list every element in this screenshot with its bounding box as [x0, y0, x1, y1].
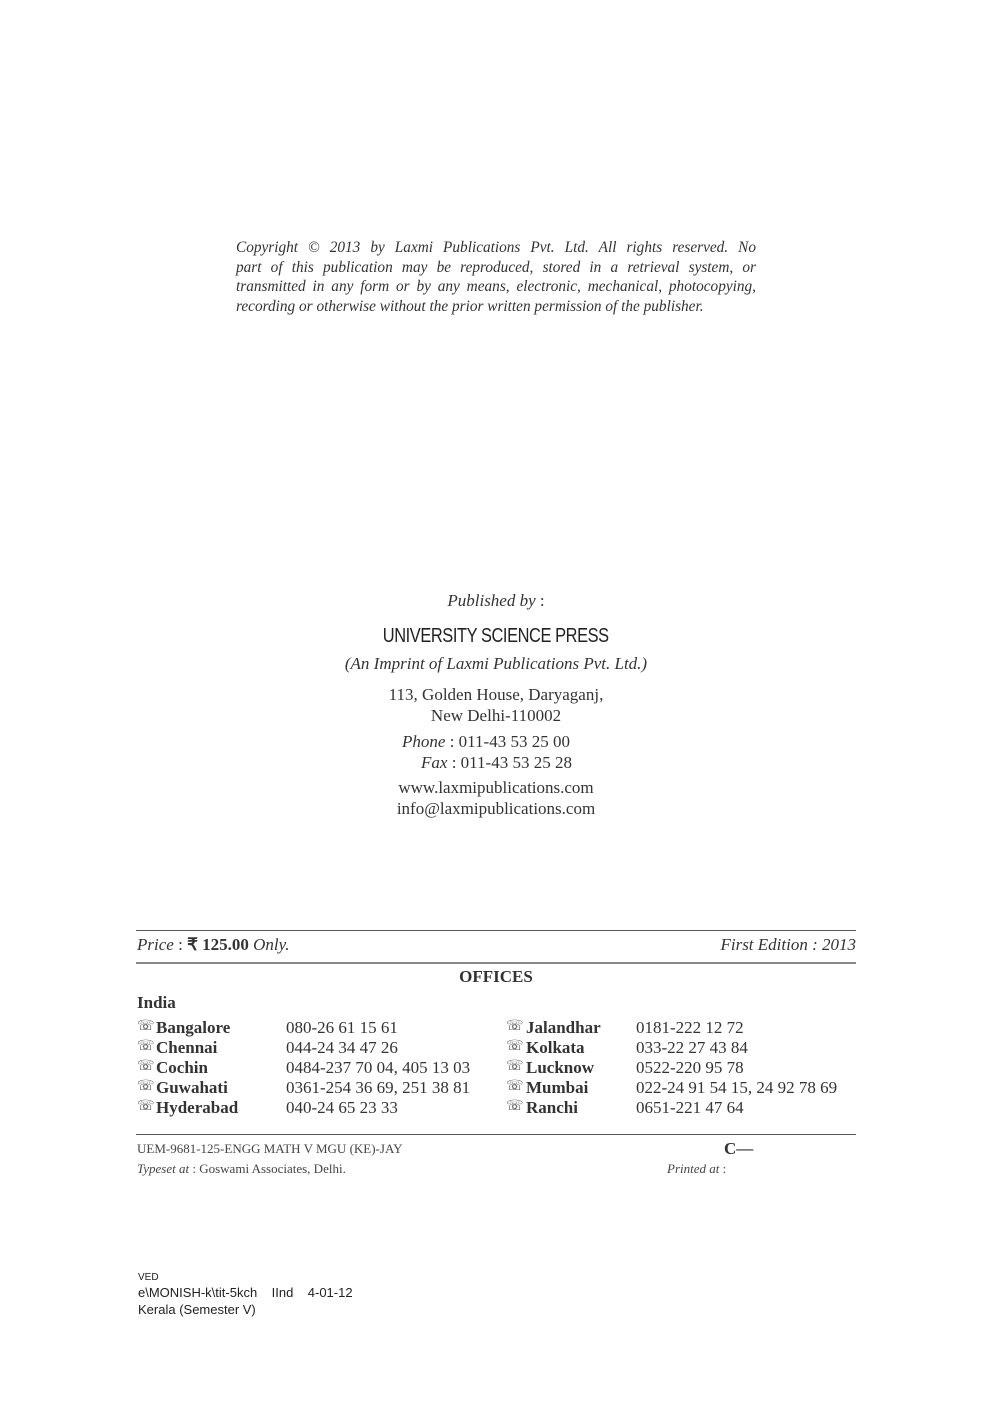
typeset-value: : Goswami Associates, Delhi.	[189, 1161, 346, 1176]
phone-icon: ☏	[137, 1059, 155, 1074]
divider	[136, 1134, 856, 1135]
code-mark: C—	[724, 1139, 754, 1158]
price	[137, 935, 290, 955]
office-city: Jalandhar	[526, 1018, 601, 1037]
fax-value: : 011-43 53 25 28	[451, 753, 572, 772]
imprint: (An Imprint of Laxmi Publications Pvt. Ltd.)	[344, 654, 648, 673]
office-city: Guwahati	[156, 1078, 228, 1097]
phone-icon: ☏	[506, 1059, 524, 1074]
fax	[421, 753, 572, 773]
country: India	[137, 993, 176, 1012]
phone-icon: ☏	[137, 1019, 155, 1034]
office-phone: 0361-254 36 69, 251 38 81	[286, 1078, 471, 1097]
phone-label: Phone	[402, 732, 446, 751]
price-suffix: Only.	[248, 935, 290, 954]
printed	[667, 1161, 726, 1177]
price-label: Price	[137, 935, 174, 954]
published-by	[0, 591, 992, 611]
office-phone: 080-26 61 15 61	[286, 1018, 398, 1037]
office-phone: 044-24 34 47 26	[286, 1038, 398, 1057]
address-line-2: New Delhi-110002	[430, 706, 562, 725]
office-phone: 040-24 65 23 33	[286, 1098, 398, 1117]
email: info@laxmipublications.com	[396, 799, 596, 818]
website: www.laxmipublications.com	[398, 778, 594, 797]
office-phone: 0651-221 47 64	[636, 1098, 744, 1117]
copyright-line: Copyright © 2013 by Laxmi Publications Pvt. Ltd. All rights reserved. No	[236, 239, 756, 256]
phone-value: : 011-43 53 25 00	[449, 732, 570, 751]
fax-label: Fax	[421, 753, 448, 772]
office-city: Cochin	[156, 1058, 208, 1077]
office-city: Kolkata	[526, 1038, 585, 1057]
publisher-name-wrap	[0, 625, 992, 648]
book-code: UEM-9681-125-ENGG MATH V MGU (KE)-JAY	[137, 1141, 403, 1156]
published-by-label: Published by	[447, 591, 536, 610]
office-phone: 0181-222 12 72	[636, 1018, 744, 1037]
office-city: Hyderabad	[156, 1098, 239, 1117]
price-value: ₹ 125.00	[187, 935, 249, 954]
publisher-name: UNIVERSITY SCIENCE PRESS	[383, 625, 609, 647]
colon: :	[719, 1161, 727, 1176]
copyright-line: part of this publication may be reproduced, stored in a retrieval system, or	[236, 258, 756, 276]
divider	[136, 962, 856, 964]
office-phone: 0484-237 70 04, 405 13 03	[286, 1058, 471, 1077]
phone-icon: ☏	[137, 1039, 155, 1054]
offices-title: OFFICES	[459, 967, 533, 986]
address-line-1: 113, Golden House, Daryaganj,	[388, 685, 604, 704]
typeset	[137, 1161, 346, 1177]
colon: :	[539, 591, 545, 610]
slug-line-2: e\MONISH-k\tit-5kch IInd 4-01-12	[138, 1285, 353, 1300]
phone-icon: ☏	[506, 1019, 524, 1034]
edition: First Edition : 2013	[720, 935, 856, 954]
office-phone: 022-24 91 54 15, 24 92 78 69	[636, 1078, 838, 1097]
office-city: Mumbai	[526, 1078, 589, 1097]
copyright-notice	[236, 238, 756, 316]
office-phone: 0522-220 95 78	[636, 1058, 744, 1077]
phone-icon: ☏	[506, 1079, 524, 1094]
office-city: Chennai	[156, 1038, 218, 1057]
phone-icon: ☏	[506, 1039, 524, 1054]
phone	[402, 732, 570, 752]
divider	[136, 930, 856, 931]
office-city: Bangalore	[156, 1018, 231, 1037]
office-phone: 033-22 27 43 84	[636, 1038, 748, 1057]
phone-icon: ☏	[506, 1099, 524, 1114]
copyright-line: transmitted in any form or by any means, electronic, mechanical, photocopying,	[236, 278, 756, 295]
printed-label: Printed at	[667, 1161, 720, 1176]
office-city: Ranchi	[526, 1098, 578, 1117]
typeset-label: Typeset at	[137, 1161, 190, 1176]
slug-line-1: VED	[138, 1272, 159, 1283]
copyright-line: recording or otherwise without the prior written permission of the publisher.	[236, 297, 704, 315]
colon: :	[173, 935, 188, 954]
phone-icon: ☏	[137, 1099, 155, 1114]
slug-line-3: Kerala (Semester V)	[138, 1302, 256, 1317]
office-city: Lucknow	[526, 1058, 595, 1077]
phone-icon: ☏	[137, 1079, 155, 1094]
